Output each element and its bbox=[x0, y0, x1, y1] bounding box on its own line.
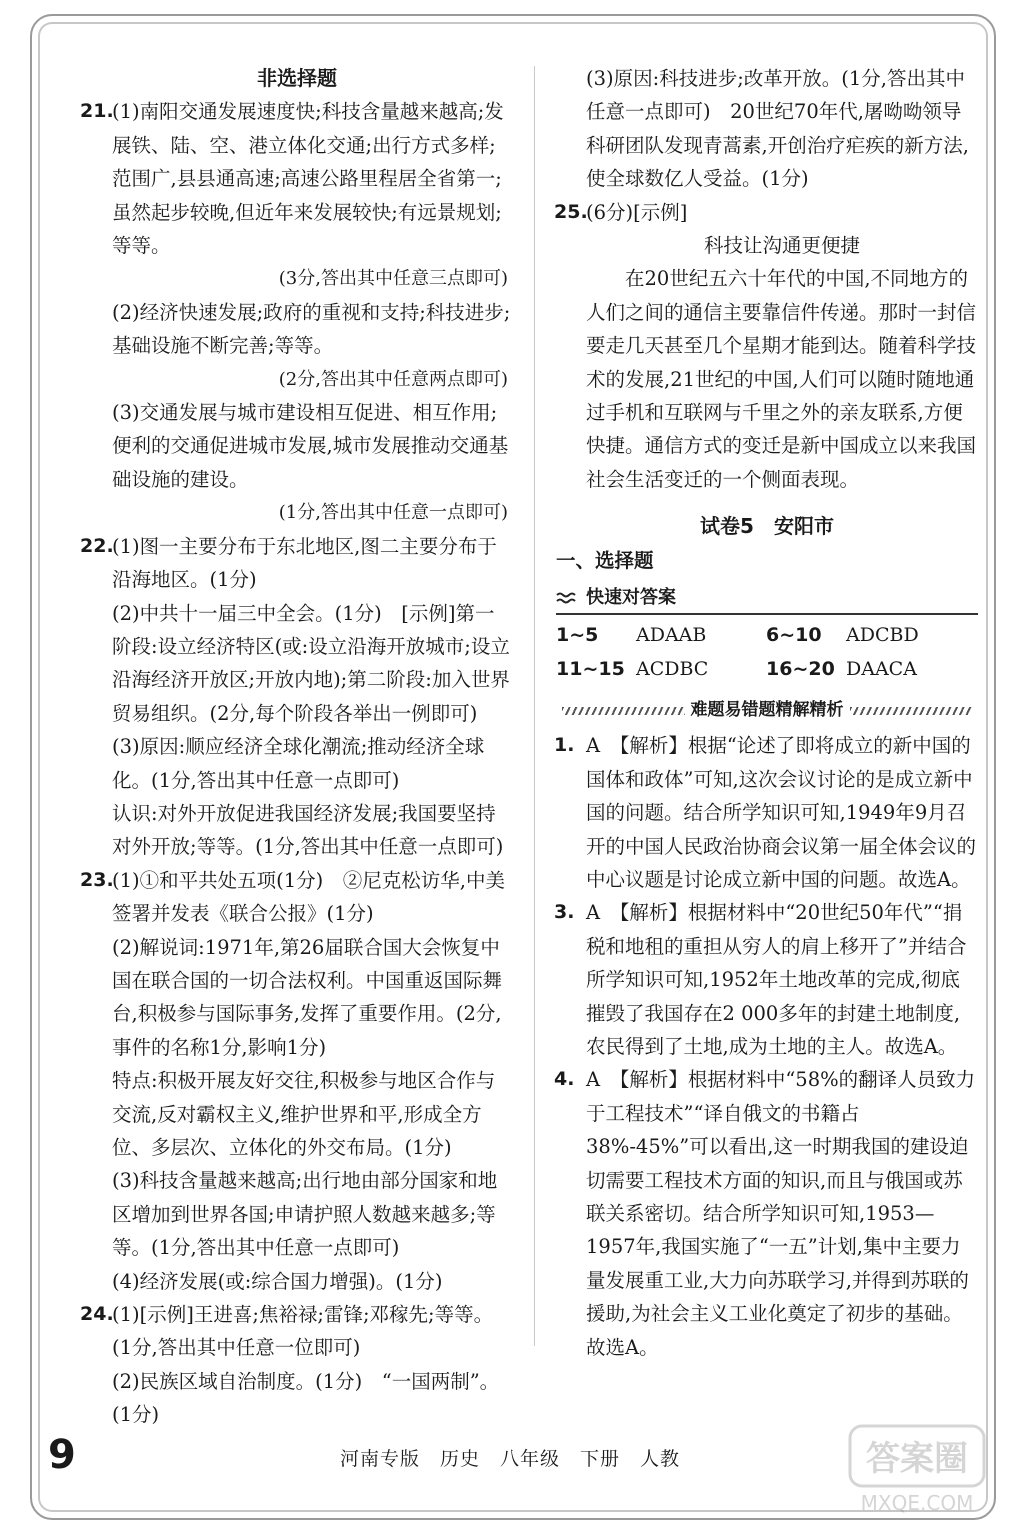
answer-text: (3)科技含量越来越高;出行地由部分国家和地区增加到世界各国;申请护照人数越来越多;等等。(1分,答出其中任意一点即可) bbox=[112, 1169, 498, 1260]
answer-text: (2)中共十一届三中全会。(1分) [示例]第一阶段:设立经济特区(或:设立沿海开放城市;设立沿海经济开放区;开放内地);第二阶段:加入世界贸易组织。(2分,每个阶段各举出一例即可) bbox=[112, 601, 510, 725]
answer-text: (3)原因:顺应经济全球化潮流;推动经济全球化。(1分,答出其中任意一点即可) bbox=[112, 735, 485, 792]
question-21 bbox=[82, 95, 512, 529]
analysis-header bbox=[556, 694, 978, 727]
answer-range: 6~10 bbox=[766, 624, 822, 647]
part-title: 一、选择题 bbox=[556, 548, 654, 572]
question-number: 1. bbox=[554, 734, 575, 757]
score-note: (2分,答出其中任意两点即可) bbox=[278, 368, 508, 390]
answer-key: ACDBC bbox=[636, 657, 709, 680]
answer-grid bbox=[556, 619, 978, 686]
answer-text: (1)①和平共处五项(1分) ②尼克松访华,中美签署并发表《联合公报》(1分) bbox=[112, 868, 505, 926]
answer-text: (1)图一主要分布于东北地区,图二主要分布于沿海地区。(1分) bbox=[112, 534, 497, 592]
page-number: 9 bbox=[48, 1432, 76, 1478]
analysis-text: A 【解析】根据材料中“20世纪50年代”“捐税和地租的重担从穷人的肩上移开了”并结合所学知识可知,1952年土地改革的完成,彻底摧毁了我国存在2 000多年的封建土地制度,农民得到了土地,成为土地的主人。故选A。 bbox=[586, 901, 967, 1058]
question-number: 3. bbox=[554, 901, 575, 924]
svg-text:MXQE.COM: MXQE.COM bbox=[860, 1491, 974, 1515]
footer-text: 河南专版 历史 八年级 下册 人教 bbox=[340, 1448, 681, 1470]
analysis-label: 难题易错题精解精析 bbox=[690, 699, 844, 720]
answer-range: 16~20 bbox=[766, 657, 835, 680]
answer-text: (3)交通发展与城市建设相互促进、相互作用;便利的交通促进城市发展,城市发展推动交通基础设施的建设。 bbox=[112, 401, 509, 491]
quick-answer-bar bbox=[556, 583, 978, 615]
answer-head: (6分)[示例] bbox=[586, 200, 688, 224]
paper-title: 试卷5 安阳市 bbox=[700, 514, 834, 539]
essay-title: 科技让沟通更便捷 bbox=[703, 234, 860, 258]
question-number: 4. bbox=[554, 1068, 575, 1091]
answer-key: ADAAB bbox=[636, 624, 707, 647]
watermark-text: 答案圈 bbox=[866, 1439, 968, 1479]
question-number: 23. bbox=[80, 868, 114, 891]
analysis-4 bbox=[556, 1063, 978, 1364]
answer-text: 特点:积极开展友好交往,积极参与地区合作与交流,反对霸权主义,维护世界和平,形成全方位、多层次、立体化的外交布局。(1分) bbox=[112, 1069, 496, 1159]
answer-text: (2)民族区域自治制度。(1分) “一国两制”。(1分) bbox=[112, 1369, 500, 1427]
quick-answer-label: 快速对答案 bbox=[586, 587, 676, 609]
question-number: 22. bbox=[80, 534, 114, 557]
question-24 bbox=[82, 1298, 512, 1432]
answer-text: (4)经济发展(或:综合国力增强)。(1分) bbox=[112, 1269, 443, 1293]
watermark-logo bbox=[842, 1412, 992, 1522]
score-note: (1分,答出其中任意一点即可) bbox=[278, 502, 508, 524]
answer-text: (1)[示例]王进喜;焦裕禄;雷锋;邓稼先;等等。(1分,答出其中任意一位即可) bbox=[112, 1303, 494, 1360]
question-number: 25. bbox=[554, 200, 588, 223]
analysis-3 bbox=[556, 896, 978, 1063]
analysis-text: A 【解析】根据材料中“58%的翻译人员致力于工程技术”“译自俄文的书籍占38%-45%”可以看出,这一时期我国的建设迫切需要工程技术方面的知识,而且与俄国或苏联关系密切。结合所学知识可知,1953—1957年,我国实施了“一五”计划,集中主要力量发展重工业,大力向苏联学习,并得到苏联的援助,为社会主义工业化奠定了初步的基础。故选A。 bbox=[586, 1068, 976, 1359]
analysis-text: A 【解析】根据“论述了即将成立的新中国的国体和政体”可知,这次会议讨论的是成立新中国的问题。结合所学知识可知,1949年9月召开的中国人民政治协商会议第一届全体会议的中心议题是讨论成立新中国的问题。故选A。 bbox=[586, 734, 977, 891]
answer-range: 1~5 bbox=[556, 624, 599, 647]
hatch-decoration bbox=[562, 707, 685, 715]
hatch-decoration bbox=[850, 707, 973, 715]
question-24-continued bbox=[556, 62, 978, 196]
wave-icon bbox=[556, 591, 578, 605]
answer-key: ADCBD bbox=[846, 624, 919, 647]
section-title: 非选择题 bbox=[257, 66, 337, 90]
answer-key: DAACA bbox=[846, 657, 917, 680]
question-number: 24. bbox=[80, 1303, 114, 1326]
question-25 bbox=[556, 196, 978, 497]
left-column bbox=[82, 62, 512, 1432]
right-column bbox=[556, 62, 978, 1364]
answer-text: (3)原因:科技进步;改革开放。(1分,答出其中任意一点即可) 20世纪70年代,屠呦呦领导科研团队发现青蒿素,开创治疗疟疾的新方法,使全球数亿人受益。(1分) bbox=[586, 67, 969, 191]
answer-text: (2)解说词:1971年,第26届联合国大会恢复中国在联合国的一切合法权利。中国重返国际舞台,积极参与国际事务,发挥了重要作用。(2分,事件的名称1分,影响1分) bbox=[112, 935, 503, 1059]
analysis-1 bbox=[556, 729, 978, 896]
question-23 bbox=[82, 864, 512, 1298]
score-note: (3分,答出其中任意三点即可) bbox=[278, 268, 508, 290]
column-divider bbox=[534, 66, 535, 1346]
answer-text: 认识:对外开放促进我国经济发展;我国要坚持对外开放;等等。(1分,答出其中任意一点即可) bbox=[112, 801, 504, 859]
answer-text: (1)南阳交通发展速度快;科技含量越来越高;发展铁、陆、空、港立体化交通;出行方式多样;范围广,县县通高速;高速公路里程居全省第一;虽然起步较晚,但近年来发展较快;有远景规划;等等。 bbox=[112, 100, 504, 258]
question-number: 21. bbox=[80, 100, 114, 123]
essay-body: 在20世纪五六十年代的中国,不同地方的人们之间的通信主要靠信件传递。那时一封信要走几天甚至几个星期才能到达。随着科学技术的发展,21世纪的中国,人们可以随时随地通过手机和互联网与千里之外的亲友联系,方便快捷。通信方式的变迁是新中国成立以来我国社会生活变迁的一个侧面表现。 bbox=[586, 267, 977, 491]
answer-range: 11~15 bbox=[556, 657, 625, 680]
answer-text: (2)经济快速发展;政府的重视和支持;科技进步;基础设施不断完善;等等。 bbox=[112, 300, 511, 358]
question-22 bbox=[82, 530, 512, 864]
